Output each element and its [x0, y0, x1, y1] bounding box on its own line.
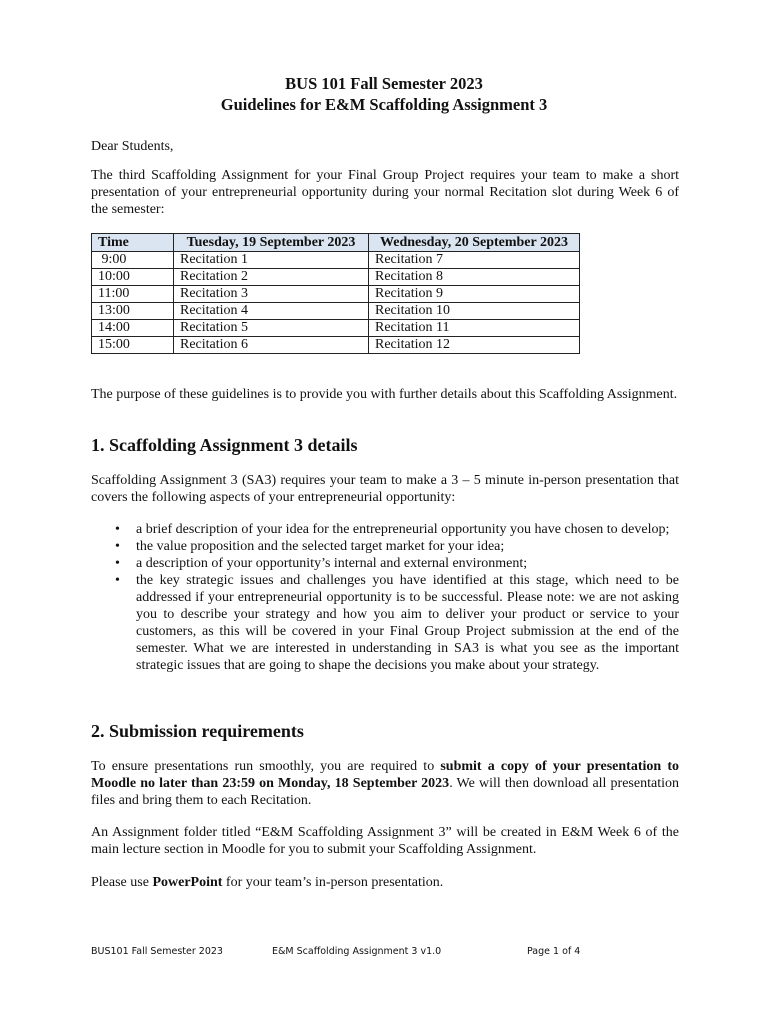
document-title-guidelines: Guidelines for E&M Scaffolding Assignment 3 — [220, 95, 548, 114]
table-cell-time: 10:00 — [92, 269, 174, 286]
greeting: Dear Students, — [91, 139, 174, 154]
table-header-wednesday: Wednesday, 20 September 2023 — [369, 234, 580, 252]
table-header-time: Time — [92, 234, 174, 252]
submission-deadline-emphasis: submit a copy of your presentation to Moodle no later than 23:59 on Monday, 18 September 2023 — [91, 759, 679, 791]
document-title-course: BUS 101 Fall Semester 2023 — [285, 74, 483, 93]
table-row — [92, 252, 580, 269]
table-cell: Recitation 7 — [369, 252, 580, 269]
footer-course: BUS101 Fall Semester 2023 — [91, 946, 223, 957]
table-cell-time: 15:00 — [92, 337, 174, 354]
submission-text-lead: To ensure presentations run smoothly, you are required to — [91, 759, 441, 774]
list-item: • the key strategic issues and challenges you have identified at this stage, which need to be addressed if your entrepreneurial opportunity is to be successful. Please note: we are not asking you to describe your strategy and how you aim to deliver your product or service to your customers, as this will be covered in your Final Group Project submission at the end of the semester. What we are interested in understanding in SA3 is what you see as the important strategic issues that are going to shape the decisions you make about your strategy. — [91, 572, 679, 674]
assignment-folder-paragraph: An Assignment folder titled “E&M Scaffolding Assignment 3” will be created in E&M Week 6 of the main lecture section in Moodle for you to submit your Scaffolding Assignment. — [91, 825, 679, 857]
table-row — [92, 320, 580, 337]
submission-text-tail: . We will then download all presentation files and bring them to each Recitation. — [91, 776, 679, 808]
table-cell: Recitation 5 — [174, 320, 369, 337]
table-cell: Recitation 10 — [369, 303, 580, 320]
section-1-bullet-list — [91, 521, 679, 674]
table-row — [92, 286, 580, 303]
table-cell-time: 14:00 — [92, 320, 174, 337]
powerpoint-emphasis: PowerPoint — [152, 875, 223, 890]
table-cell: Recitation 9 — [369, 286, 580, 303]
section-1-heading: 1. Scaffolding Assignment 3 details — [91, 435, 358, 455]
table-cell: Recitation 6 — [174, 337, 369, 354]
section-2-heading: 2. Submission requirements — [91, 721, 304, 741]
table-cell-time: 13:00 — [92, 303, 174, 320]
table-row — [92, 337, 580, 354]
table-header-tuesday: Tuesday, 19 September 2023 — [174, 234, 369, 252]
submission-paragraph — [91, 758, 679, 809]
table-cell-time: 11:00 — [92, 286, 174, 303]
table-cell: Recitation 11 — [369, 320, 580, 337]
footer-document-version: E&M Scaffolding Assignment 3 v1.0 — [272, 946, 442, 957]
table-cell: Recitation 3 — [174, 286, 369, 303]
table-row — [92, 269, 580, 286]
table-cell: Recitation 4 — [174, 303, 369, 320]
purpose-paragraph: The purpose of these guidelines is to provide you with further details about this Scaffolding Assignment. — [91, 387, 678, 402]
powerpoint-text-lead: Please use — [91, 875, 153, 890]
recitation-schedule-table — [91, 233, 580, 354]
list-item: • a description of your opportunity’s internal and external environment; — [91, 555, 679, 572]
table-cell: Recitation 12 — [369, 337, 580, 354]
list-item: • the value proposition and the selected target market for your idea; — [91, 538, 679, 555]
table-cell: Recitation 2 — [174, 269, 369, 286]
powerpoint-paragraph — [91, 874, 679, 891]
table-cell: Recitation 1 — [174, 252, 369, 269]
table-row — [92, 303, 580, 320]
table-cell-time: 9:00 — [92, 252, 174, 269]
powerpoint-text-tail: for your team’s in-person presentation. — [222, 875, 444, 890]
intro-paragraph: The third Scaffolding Assignment for your Final Group Project requires your team to make a short presentation of your entrepreneurial opportunity during your normal Recitation slot during Week 6 of the semester: — [91, 168, 679, 217]
table-header-row — [92, 234, 580, 252]
table-cell: Recitation 8 — [369, 269, 580, 286]
footer-page-number: Page 1 of 4 — [527, 946, 581, 957]
section-1-body: Scaffolding Assignment 3 (SA3) requires your team to make a 3 – 5 minute in-person presentation that covers the following aspects of your entrepreneurial opportunity: — [91, 473, 679, 505]
list-item: • a brief description of your idea for the entrepreneurial opportunity you have chosen to develop; — [91, 521, 679, 538]
